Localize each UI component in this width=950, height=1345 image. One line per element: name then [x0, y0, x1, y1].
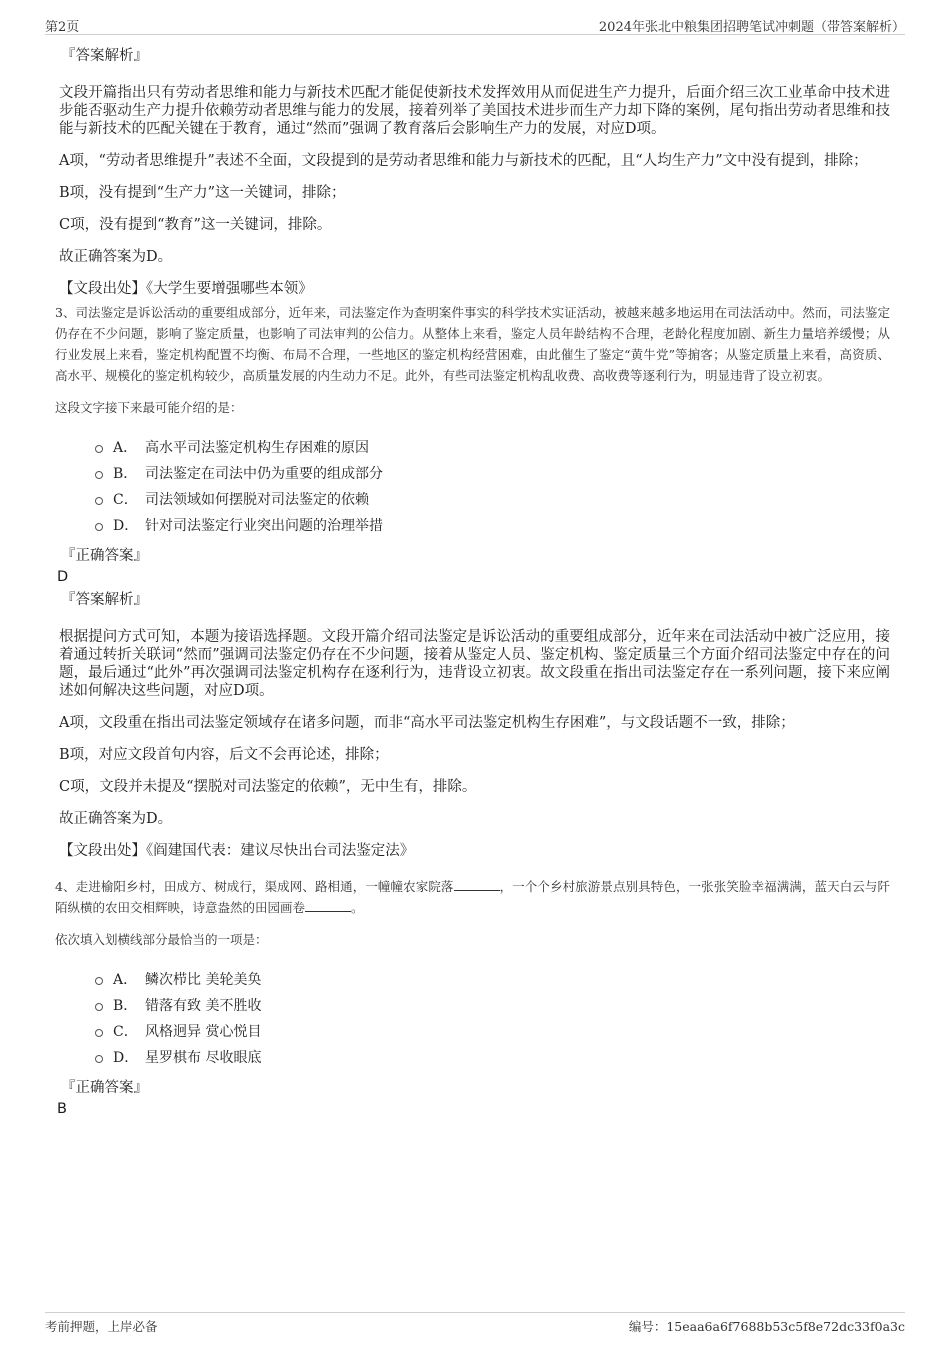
analysis-conclusion: 故正确答案为D。: [59, 249, 173, 265]
question-3-options: [95, 434, 890, 538]
analysis-paragraph: A项，文段重在指出司法鉴定领域存在诸多问题，而非“高水平司法鉴定机构生存困难”，与文段话题不一致，排除；: [59, 715, 795, 731]
radio-icon[interactable]: [95, 977, 103, 985]
source-line: [59, 280, 890, 298]
analysis-paragraph: B项，没有提到“生产力”这一关键词，排除；: [59, 185, 346, 201]
footer-slogan: 考前押题，上岸必备: [45, 1319, 158, 1334]
radio-icon[interactable]: [95, 497, 103, 505]
radio-icon[interactable]: [95, 445, 103, 453]
source-line: [59, 842, 890, 860]
option-c[interactable]: C． 司法领域如何摆脱对司法鉴定的依赖: [95, 486, 890, 512]
radio-icon[interactable]: [95, 523, 103, 531]
analysis-paragraph: 根据提问方式可知，本题为接语选择题。文段开篇介绍司法鉴定是诉讼活动的重要组成部分，近年来在司法活动中被广泛应用，接着通过转折关联词“然而”强调司法鉴定仍存在不少问题，接着从鉴定人员、鉴定机构、鉴定质量三个方面介绍司法鉴定中存在的问题，最后通过“此外”再次强调司法鉴定机构存在逐利行为，违背设立初衷。故文段重在指出司法鉴定存在一系列问题，接下来应阐述如何解决这些问题，对应D项。: [59, 629, 890, 699]
document-title: 2024年张北中粮集团招聘笔试冲刺题（带答案解析）: [598, 20, 905, 35]
question-4-options: [95, 966, 890, 1070]
option-a[interactable]: A． 高水平司法鉴定机构生存困难的原因: [95, 434, 890, 460]
source-title: 《阎建国代表：建议尽快出台司法鉴定法》: [146, 843, 415, 859]
correct-answer: B: [57, 1101, 67, 1117]
source-label: 【文段出处】: [59, 843, 146, 859]
question-4-text: 4、走进榆阳乡村，田成方、树成行，渠成网、路相通，一幢幢农家院落 ，一个个乡村旅游景点别具特色，一张张笑脸幸福满满，蓝天白云与阡陌纵横的农田交相辉映，诗意盎然的田园画卷 。: [55, 879, 890, 915]
correct-answer-label: 『正确答案』: [61, 548, 148, 564]
question-4-prompt: 依次填入划横线部分最恰当的一项是：: [55, 932, 268, 947]
source-label: 【文段出处】: [59, 281, 146, 297]
answer-analysis-label: 『答案解析』: [61, 592, 148, 608]
page-number: 第2页: [45, 20, 80, 35]
question-3-prompt: 这段文字接下来最可能介绍的是：: [55, 400, 243, 415]
fill-blank[interactable]: [305, 900, 351, 912]
option-d[interactable]: D． 星罗棋布 尽收眼底: [95, 1044, 890, 1070]
radio-icon[interactable]: [95, 1055, 103, 1063]
option-c[interactable]: C． 风格迥异 赏心悦目: [95, 1018, 890, 1044]
fill-blank[interactable]: [454, 879, 500, 891]
correct-answer: D: [57, 569, 69, 585]
source-title: 《大学生要增强哪些本领》: [146, 281, 313, 297]
page-header: [45, 14, 905, 35]
document-code: 编号：15eaa6a6f7688b53c5f8e72dc33f0a3c: [628, 1319, 905, 1334]
option-b[interactable]: B． 司法鉴定在司法中仍为重要的组成部分: [95, 460, 890, 486]
analysis-conclusion: 故正确答案为D。: [59, 811, 173, 827]
radio-icon[interactable]: [95, 471, 103, 479]
analysis-paragraph: C项，文段并未提及“摆脱对司法鉴定的依赖”，无中生有，排除。: [59, 779, 477, 795]
answer-analysis-label: 『答案解析』: [61, 48, 148, 64]
option-a[interactable]: A． 鳞次栉比 美轮美奂: [95, 966, 890, 992]
page-footer: [45, 1312, 905, 1335]
question-3-text: 3、司法鉴定是诉讼活动的重要组成部分，近年来，司法鉴定作为查明案件事实的科学技术实证活动，被越来越多地运用在司法活动中。然而，司法鉴定仍存在不少问题，影响了鉴定质量，也影响了司法审判的公信力。从整体上来看，鉴定人员年龄结构不合理，老龄化程度加剧、新生力量培养缓慢；从行业发展上来看，鉴定机构配置不均衡、布局不合理，一些地区的鉴定机构经营困难，由此催生了鉴定“黄牛党”等掮客；从鉴定质量上来看，高资质、高水平、规模化的鉴定机构较少，高质量发展的内生动力不足。此外，有些司法鉴定机构乱收费、高收费等逐利行为，明显违背了设立初衷。: [55, 305, 890, 383]
analysis-paragraph: B项，对应文段首句内容，后文不会再论述，排除；: [59, 747, 389, 763]
option-d[interactable]: D． 针对司法鉴定行业突出问题的治理举措: [95, 512, 890, 538]
analysis-paragraph: C项，没有提到“教育”这一关键词，排除。: [59, 217, 332, 233]
radio-icon[interactable]: [95, 1003, 103, 1011]
analysis-paragraph: A项，“劳动者思维提升”表述不全面，文段提到的是劳动者思维和能力与新技术的匹配，且“人均生产力”文中没有提到，排除；: [59, 153, 868, 169]
option-b[interactable]: B． 错落有致 美不胜收: [95, 992, 890, 1018]
radio-icon[interactable]: [95, 1029, 103, 1037]
main-content: [55, 46, 890, 1122]
correct-answer-label: 『正确答案』: [61, 1080, 148, 1096]
analysis-paragraph: 文段开篇指出只有劳动者思维和能力与新技术匹配才能促使新技术发挥效用从而促进生产力提升，后面介绍三次工业革命中技术进步能否驱动生产力提升依赖劳动者思维与能力的发展，接着列举了美国技术进步而生产力却下降的案例，尾句指出劳动者思维和技能与新技术的匹配关键在于教育，通过“然而”强调了教育落后会影响生产力的发展，对应D项。: [59, 85, 890, 137]
